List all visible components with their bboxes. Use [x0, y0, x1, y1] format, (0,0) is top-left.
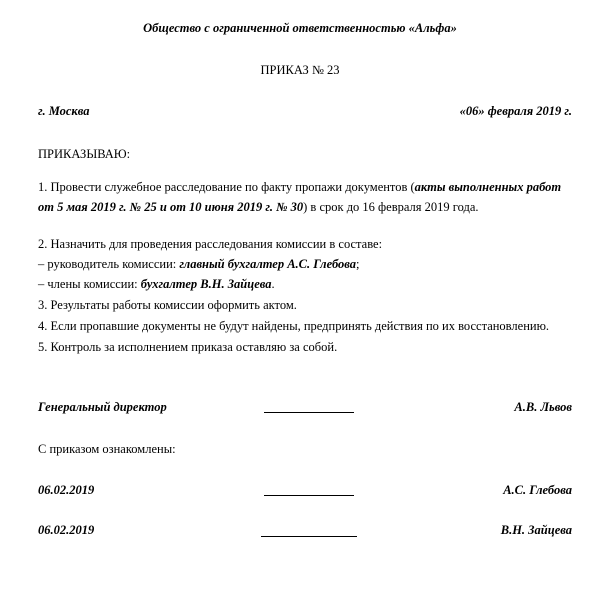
ack-signature-line-1: [264, 495, 354, 496]
acknowledged-label: С приказом ознакомлены:: [38, 442, 176, 456]
order-item-5: 5. Контроль за исполнением приказа оставляю за собой.: [38, 340, 338, 354]
ack-date-2: 06.02.2019: [38, 523, 95, 537]
ack-signature-line-2: [261, 536, 357, 537]
commission-head-punct: ;: [356, 257, 360, 271]
commission-head: [38, 257, 360, 272]
order-item-1: [38, 177, 568, 217]
commission-head-name: главный бухгалтер А.С. Глебова: [179, 257, 357, 271]
order-item-1-text: 1. Провести служебное расследование по факту пропажи документов (: [38, 180, 415, 194]
director-position: Генеральный директор: [38, 400, 167, 414]
city: г. Москва: [38, 104, 90, 118]
ack-date-1: 06.02.2019: [38, 483, 95, 497]
director-name: А.В. Львов: [514, 400, 572, 414]
document-date: «06» февраля 2019 г.: [459, 104, 572, 118]
document-title: ПРИКАЗ № 23: [260, 63, 340, 77]
commission-members-name: бухгалтер В.Н. Зайцева: [140, 277, 272, 291]
commission-members: [38, 277, 275, 292]
commission-head-label: – руководитель комиссии:: [38, 257, 180, 271]
order-word: ПРИКАЗЫВАЮ:: [38, 147, 131, 161]
commission-members-punct: .: [271, 277, 275, 291]
order-item-1-documents: акты выполненных работ от 5 мая 2019 г. № 25 и от 10 июня 2019 г. № 30: [38, 180, 562, 214]
order-item-4: 4. Если пропавшие документы не будут найдены, предпринять действия по их восстановлению.: [38, 319, 550, 333]
commission-members-label: – члены комиссии:: [38, 277, 141, 291]
organization-name: Общество с ограниченной ответственностью «Альфа»: [143, 21, 457, 35]
director-signature-line: [264, 412, 354, 413]
order-item-1-deadline: ) в срок до 16 февраля 2019 года.: [303, 200, 479, 214]
ack-name-1: А.С. Глебова: [503, 483, 572, 497]
order-item-2: 2. Назначить для проведения расследования комиссии в составе:: [38, 237, 383, 251]
order-item-3: 3. Результаты работы комиссии оформить актом.: [38, 298, 297, 312]
ack-name-2: В.Н. Зайцева: [500, 523, 572, 537]
